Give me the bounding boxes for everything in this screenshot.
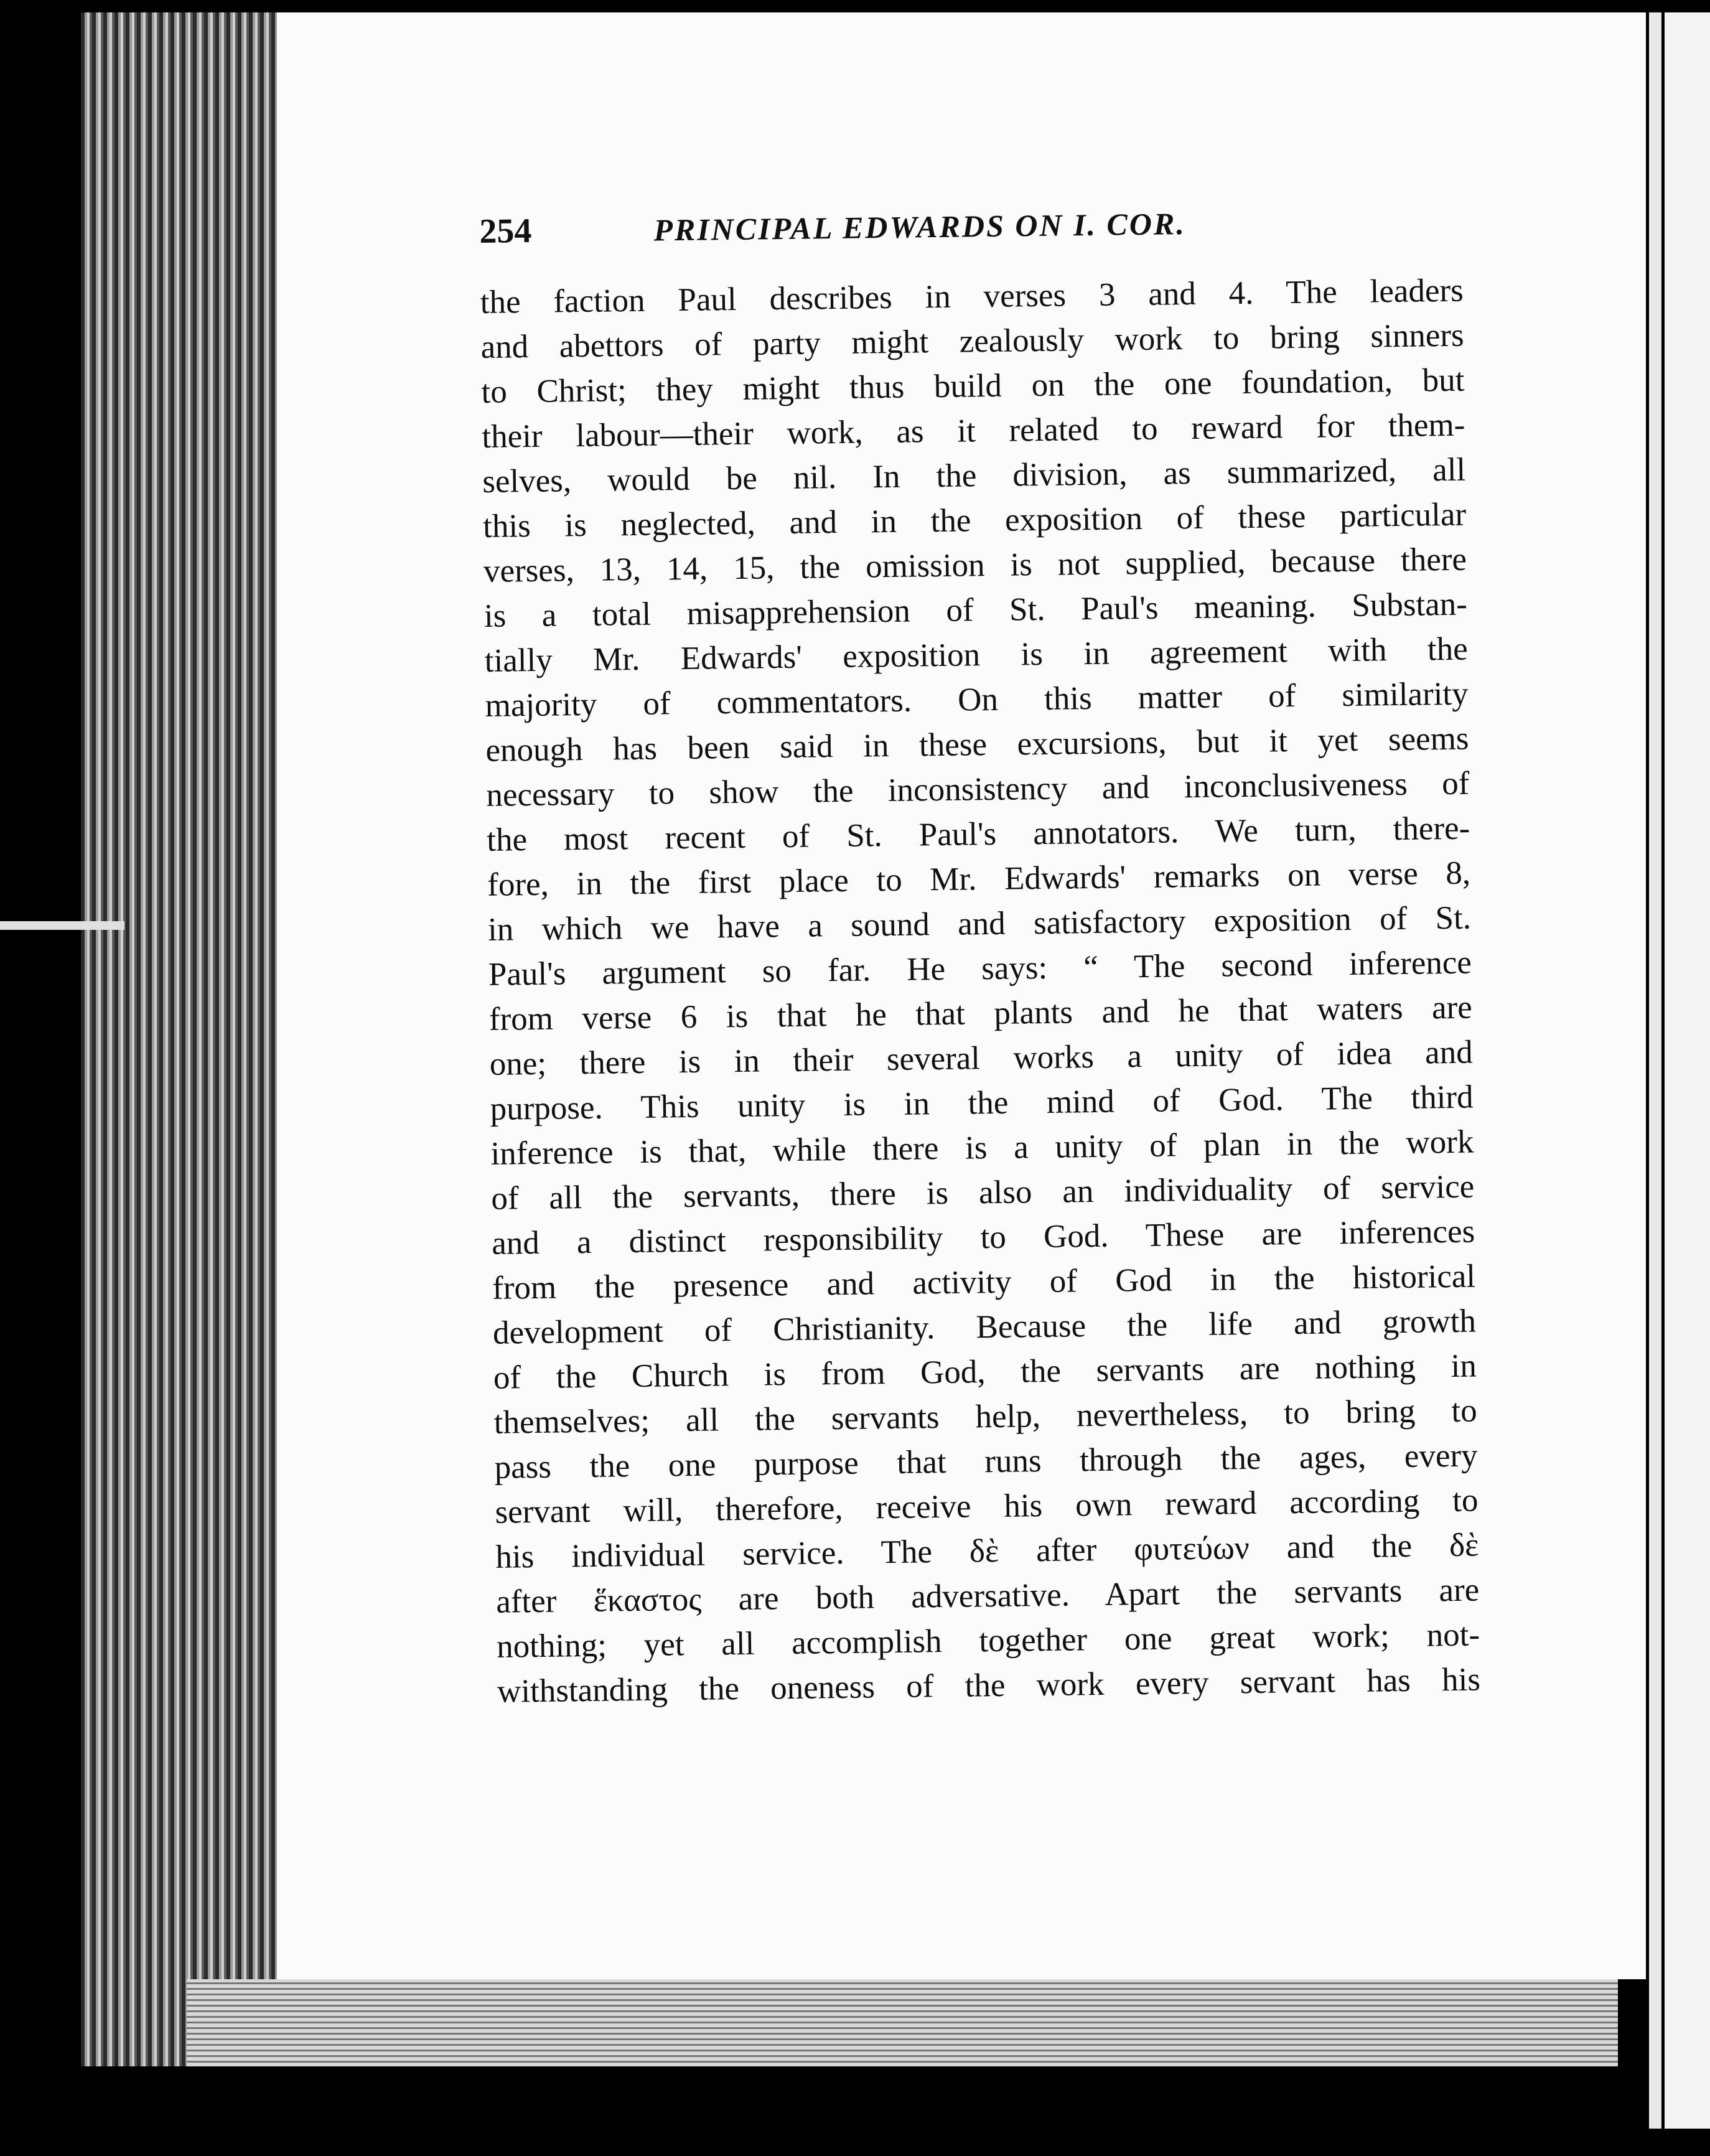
text-line: withstanding the oneness of the work every servant has his [497, 1661, 1481, 1710]
scan-edge-mark [0, 921, 124, 930]
text-line: necessary to show the inconsistency and inconclusiveness of [486, 765, 1470, 813]
text-line: the most recent of St. Paul's annotators. We turn, there- [486, 810, 1470, 858]
facing-page [1665, 12, 1710, 2129]
running-head [479, 200, 1463, 268]
text-line: of the Church is from God, the servants are nothing in [493, 1348, 1477, 1396]
text-line: in which we have a sound and satisfactory exposition of St. [487, 899, 1472, 948]
text-line: their labour—their work, as it related to reward for them- [482, 406, 1465, 455]
text-line: and a distinct responsibility to God. These are inferences [491, 1213, 1475, 1262]
text-line: pass the one purpose that runs through the ages, every [494, 1437, 1478, 1486]
text-line: fore, in the first place to Mr. Edwards' remarks on verse 8, [487, 855, 1471, 903]
text-line: his individual service. The δὲ after φυτεύων and the δὲ [495, 1527, 1479, 1575]
running-title: PRINCIPAL EDWARDS ON I. COR. [653, 206, 1187, 248]
text-line: majority of commentators. On this matter of similarity [485, 675, 1469, 724]
text-line: selves, would be nil. In the division, as summarized, all [482, 451, 1466, 500]
text-line: inference is that, while there is a unity of plan in the work [490, 1123, 1474, 1172]
text-line: verses, 13, 14, 15, the omission is not supplied, because there [483, 541, 1467, 589]
text-line: is a total misapprehension of St. Paul's meaning. Substan- [484, 586, 1468, 634]
facing-page-edge [1649, 12, 1661, 2129]
body-text [480, 268, 1480, 1714]
text-line: servant will, therefore, receive his own reward according to [495, 1482, 1479, 1530]
text-line: the faction Paul describes in verses 3 and 4. The leaders [480, 272, 1464, 321]
text-line: of all the servants, there is also an individuality of service [491, 1168, 1475, 1217]
text-line: purpose. This unity is in the mind of God. The third [490, 1079, 1474, 1127]
text-line: Paul's argument so far. He says: “ The second inference [488, 944, 1472, 993]
text-line: after ἕκαστος are both adversative. Apart the servants are [495, 1572, 1480, 1620]
text-line: enough has been said in these excursions, but it yet seems [485, 720, 1469, 769]
page-number: 254 [479, 211, 532, 251]
text-line: and abettors of party might zealously work to bring sinners [480, 317, 1464, 365]
text-line: one; there is in their several works a unity of idea and [489, 1034, 1473, 1082]
text-line: tially Mr. Edwards' exposition is in agreement with the [484, 630, 1469, 679]
stacked-page-edges [81, 12, 286, 2066]
text-line: from the presence and activity of God in the historical [492, 1258, 1476, 1306]
text-line: development of Christianity. Because the life and growth [492, 1303, 1477, 1351]
bottom-page-edges [187, 1979, 1618, 2066]
text-line: this is neglected, and in the exposition of these particular [482, 496, 1467, 545]
text-line: nothing; yet all accomplish together one great work; not- [496, 1616, 1480, 1665]
page-content [479, 200, 1480, 1714]
text-line: from verse 6 is that he that plants and he that waters are [488, 989, 1473, 1038]
text-line: themselves; all the servants help, nevertheless, to bring to [493, 1392, 1478, 1441]
text-line: to Christ; they might thus build on the one foundation, but [481, 362, 1465, 410]
